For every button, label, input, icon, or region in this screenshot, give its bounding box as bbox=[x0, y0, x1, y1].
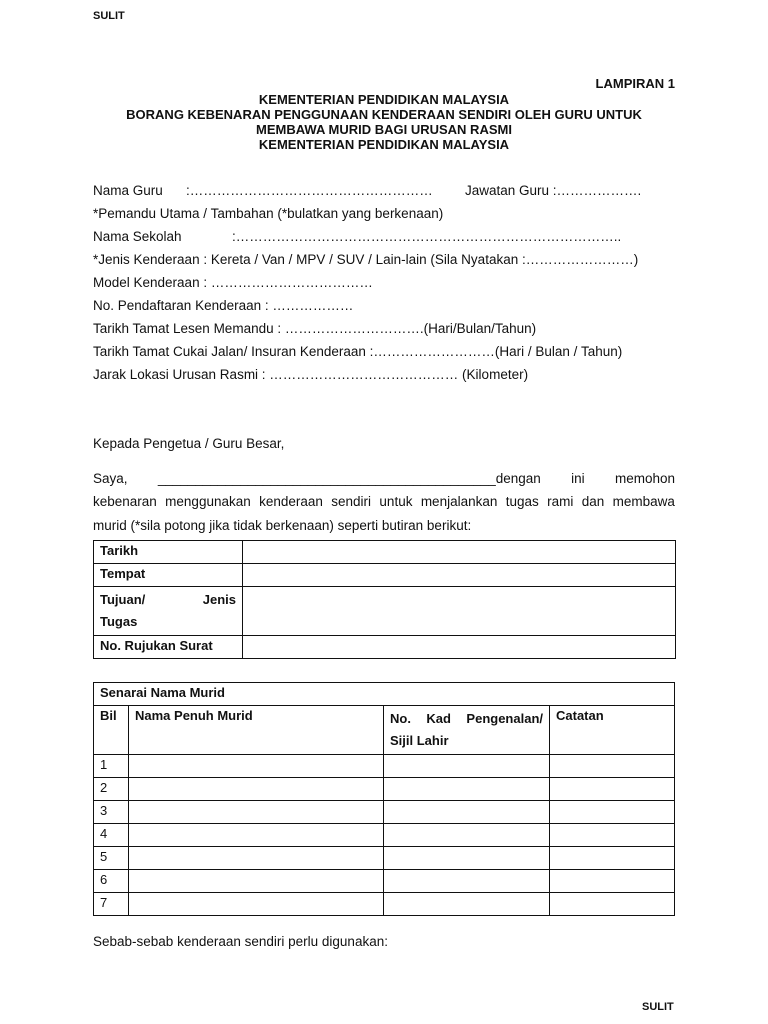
tujuan-label-word: Tujuan/ bbox=[100, 592, 146, 607]
title-form-name: BORANG KEBENARAN PENGGUNAAN KENDERAAN SENDIRI OLEH GURU UNTUK bbox=[126, 107, 642, 122]
catatan-cell[interactable] bbox=[550, 824, 675, 847]
row-number: 5 bbox=[94, 847, 129, 870]
nama-cell[interactable] bbox=[129, 755, 384, 778]
pemandu-field[interactable]: *Pemandu Utama / Tambahan (*bulatkan yang berkenaan) bbox=[93, 206, 444, 221]
kad-cell[interactable] bbox=[384, 755, 550, 778]
title-ministry-2: KEMENTERIAN PENDIDIKAN MALAYSIA bbox=[258, 137, 510, 152]
tarikh-lesen-field[interactable]: Tarikh Tamat Lesen Memandu : ………………………….(Hari/Bulan/Tahun) bbox=[93, 321, 537, 336]
jawatan-guru-field[interactable]: Jawatan Guru :………………. bbox=[465, 183, 642, 198]
tarikh-label: Tarikh bbox=[94, 541, 243, 564]
tujuan-label-word: Tugas bbox=[100, 614, 138, 629]
nama-cell[interactable] bbox=[129, 893, 384, 916]
body-word: Saya, bbox=[93, 471, 128, 486]
row-number: 3 bbox=[94, 801, 129, 824]
body-line-2 bbox=[93, 494, 675, 509]
body-word: sendiri bbox=[331, 494, 372, 509]
header-nama: Nama Penuh Murid bbox=[129, 706, 384, 755]
tujuan-label-word: Jenis bbox=[202, 592, 236, 607]
model-kenderaan-field[interactable]: Model Kenderaan : ……………………………… bbox=[93, 275, 373, 290]
tujuan-label bbox=[94, 587, 243, 636]
nama-sekolah-label: Nama Sekolah bbox=[93, 229, 182, 244]
body-word: menjalankan bbox=[420, 494, 498, 509]
kad-cell[interactable] bbox=[384, 870, 550, 893]
table-row bbox=[94, 824, 675, 847]
catatan-cell[interactable] bbox=[550, 778, 675, 801]
jarak-field[interactable]: Jarak Lokasi Urusan Rasmi : …………………………………… (Kilometer) bbox=[93, 367, 529, 382]
tarikh-input[interactable] bbox=[243, 541, 676, 564]
nama-cell[interactable] bbox=[129, 824, 384, 847]
tarikh-cukai-field[interactable]: Tarikh Tamat Cukai Jalan/ Insuran Kenderaan :………………………(Hari / Bulan / Tahun) bbox=[93, 344, 623, 359]
body-word: memohon bbox=[614, 471, 675, 486]
body-word: dan bbox=[581, 494, 605, 509]
kad-cell[interactable] bbox=[384, 824, 550, 847]
kad-cell[interactable] bbox=[384, 801, 550, 824]
tempat-input[interactable] bbox=[243, 564, 676, 587]
table-row bbox=[94, 893, 675, 916]
student-table-title: Senarai Nama Murid bbox=[94, 683, 675, 706]
header-kad-word: Pengenalan/ bbox=[466, 711, 543, 726]
body-word: membawa bbox=[612, 494, 675, 509]
catatan-cell[interactable] bbox=[550, 870, 675, 893]
nama-pemohon-field[interactable]: _____________________________________________dengan bbox=[157, 471, 541, 486]
table-row bbox=[94, 755, 675, 778]
header-kad-word: No. bbox=[390, 711, 411, 726]
title-form-purpose: MEMBAWA MURID BAGI URUSAN RASMI bbox=[256, 122, 512, 137]
rujukan-label: No. Rujukan Surat bbox=[94, 636, 243, 659]
row-number: 6 bbox=[94, 870, 129, 893]
nama-cell[interactable] bbox=[129, 847, 384, 870]
body-word: tugas bbox=[505, 494, 539, 509]
header-catatan: Catatan bbox=[550, 706, 675, 755]
salutation: Kepada Pengetua / Guru Besar, bbox=[93, 436, 285, 451]
table-row bbox=[94, 801, 675, 824]
body-word: ini bbox=[571, 471, 585, 486]
body-line-1 bbox=[93, 471, 675, 486]
title-ministry-1: KEMENTERIAN PENDIDIKAN MALAYSIA bbox=[258, 92, 510, 107]
header-sulit: SULIT bbox=[93, 10, 125, 22]
header-kad-word: Sijil Lahir bbox=[390, 733, 449, 748]
catatan-cell[interactable] bbox=[550, 801, 675, 824]
nama-cell[interactable] bbox=[129, 778, 384, 801]
no-pendaftaran-field[interactable]: No. Pendaftaran Kenderaan : ……………… bbox=[93, 298, 354, 313]
kad-cell[interactable] bbox=[384, 893, 550, 916]
sebab-label: Sebab-sebab kenderaan sendiri perlu digunakan: bbox=[93, 934, 388, 949]
row-number: 1 bbox=[94, 755, 129, 778]
row-number: 2 bbox=[94, 778, 129, 801]
catatan-cell[interactable] bbox=[550, 847, 675, 870]
student-table bbox=[93, 682, 675, 916]
row-number: 4 bbox=[94, 824, 129, 847]
row-number: 7 bbox=[94, 893, 129, 916]
body-word: rami bbox=[547, 494, 574, 509]
nama-cell[interactable] bbox=[129, 870, 384, 893]
jenis-kenderaan-field[interactable]: *Jenis Kenderaan : Kereta / Van / MPV / SUV / Lain-lain (Sila Nyatakan :……………………) bbox=[93, 252, 639, 267]
catatan-cell[interactable] bbox=[550, 893, 675, 916]
header-bil: Bil bbox=[94, 706, 129, 755]
details-table bbox=[93, 540, 676, 659]
nama-sekolah-field[interactable]: :………………………………………………………………………….. bbox=[232, 229, 622, 244]
table-row bbox=[94, 847, 675, 870]
catatan-cell[interactable] bbox=[550, 755, 675, 778]
header-kad bbox=[384, 706, 550, 755]
lampiran-label: LAMPIRAN 1 bbox=[595, 76, 675, 91]
table-row bbox=[94, 778, 675, 801]
kad-cell[interactable] bbox=[384, 847, 550, 870]
tujuan-input[interactable] bbox=[243, 587, 676, 636]
kad-cell[interactable] bbox=[384, 778, 550, 801]
body-word: kebenaran bbox=[93, 494, 157, 509]
table-row bbox=[94, 870, 675, 893]
footer-sulit: SULIT bbox=[642, 1001, 674, 1013]
body-line-3: murid (*sila potong jika tidak berkenaan) seperti butiran berikut: bbox=[93, 518, 472, 533]
header-kad-word: Kad bbox=[426, 711, 451, 726]
nama-guru-field[interactable]: :……………………………………………… bbox=[186, 183, 433, 198]
body-word: untuk bbox=[379, 494, 413, 509]
tempat-label: Tempat bbox=[94, 564, 243, 587]
nama-cell[interactable] bbox=[129, 801, 384, 824]
rujukan-input[interactable] bbox=[243, 636, 676, 659]
body-word: menggunakan bbox=[165, 494, 251, 509]
body-word: kenderaan bbox=[259, 494, 323, 509]
nama-guru-label: Nama Guru bbox=[93, 183, 163, 198]
